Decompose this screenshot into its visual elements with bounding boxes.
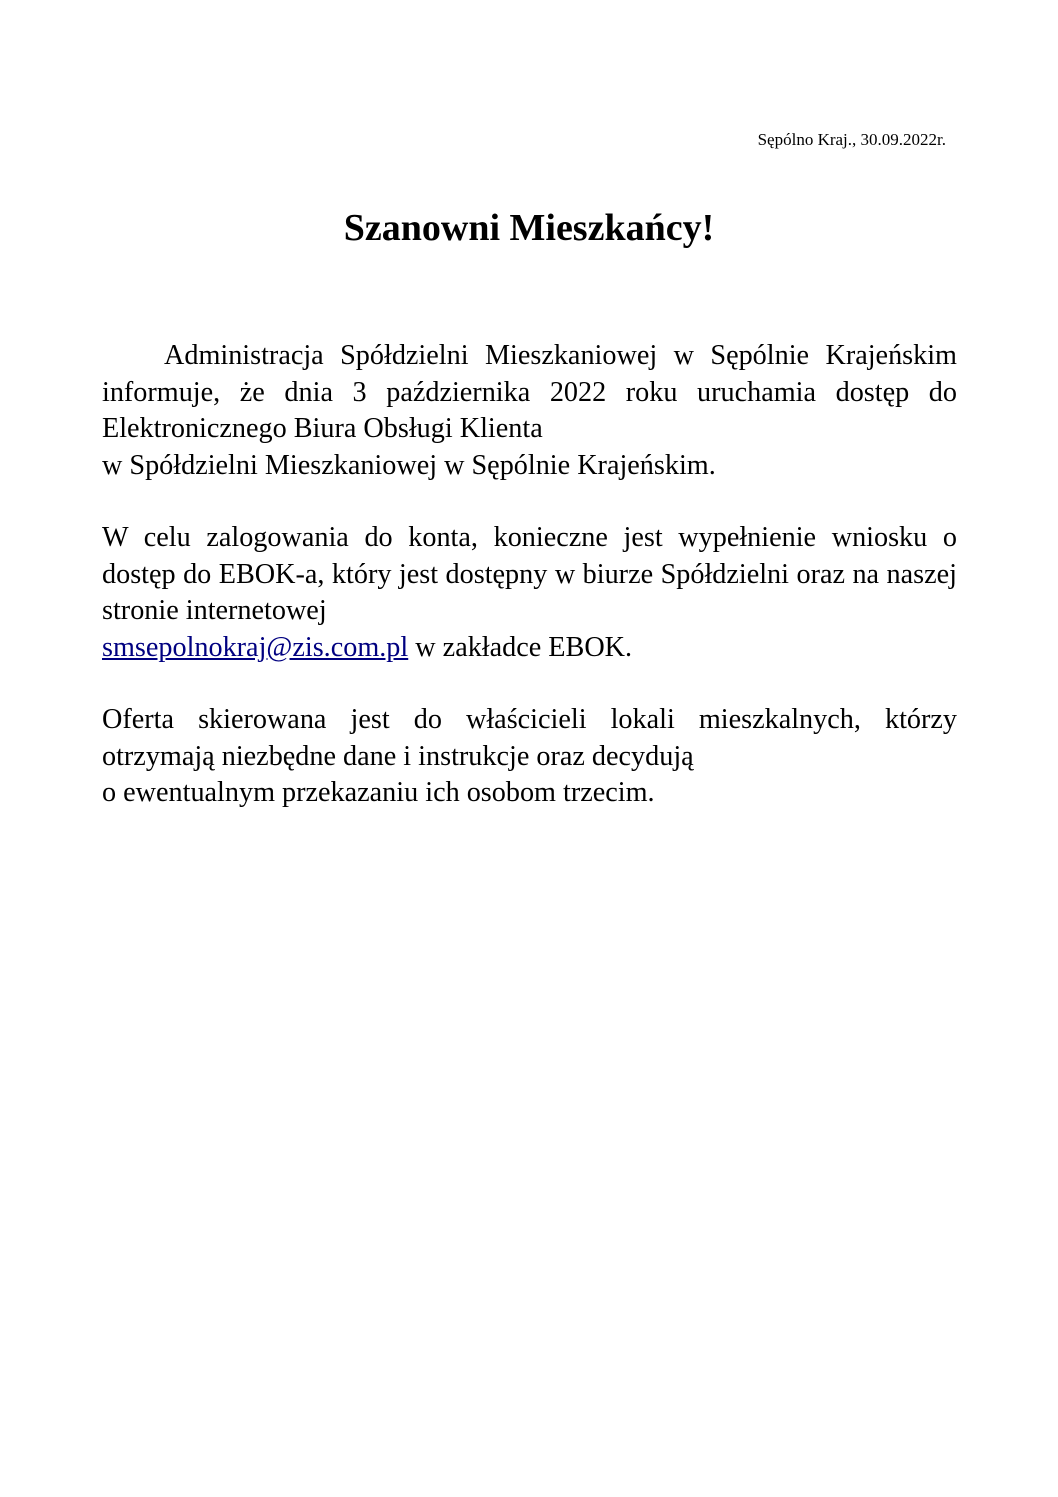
paragraph-announcement-text: Administracja Spółdzielni Mieszkaniowej w Sępólnie Krajeńskim informuje, że dnia 3 października 2022 roku uruchamia dostęp do Elektronicznego Biura Obsługi Klienta <box>102 340 957 444</box>
document-body <box>102 338 957 848</box>
paragraph-offer-text: Oferta skierowana jest do właścicieli lokali mieszkalnych, którzy otrzymają niezbędne dane i instrukcje oraz decydują <box>102 704 957 772</box>
page-title: Szanowni Mieszkańcy! <box>343 207 715 249</box>
email-link[interactable]: smsepolnokraj@zis.com.pl <box>102 631 409 663</box>
paragraph-login-info <box>102 520 957 666</box>
paragraph-offer-end: o ewentualnym przekazaniu ich osobom trzecim. <box>102 777 655 808</box>
paragraph-offer <box>102 702 957 812</box>
paragraph-login-text: W celu zalogowania do konta, konieczne jest wypełnienie wniosku o dostęp do EBOK-a, który jest dostępny w biurze Spółdzielni oraz na naszej stronie internetowej <box>102 522 957 626</box>
date-line: Sępólno Kraj., 30.09.2022r. <box>757 130 946 149</box>
paragraph-announcement-end: w Spółdzielni Mieszkaniowej w Sępólnie Krajeńskim. <box>102 449 716 481</box>
paragraph-announcement <box>102 338 957 484</box>
paragraph-login-end: w zakładce EBOK. <box>408 631 633 663</box>
